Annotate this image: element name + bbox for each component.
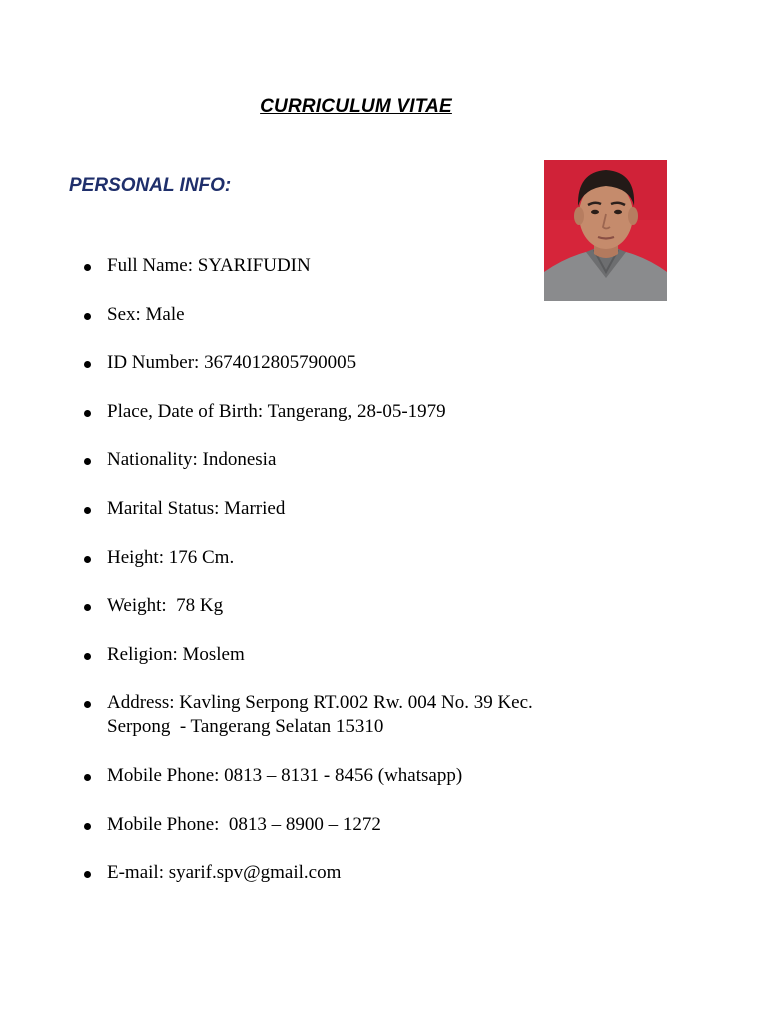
list-item: [0, 351, 620, 375]
list-item-text: Religion: Moslem: [107, 643, 245, 665]
bullet-icon: [84, 458, 91, 465]
bullet-icon: [84, 556, 91, 563]
list-item: [0, 254, 620, 278]
list-item-text: Marital Status: Married: [107, 497, 286, 519]
bullet-icon: [84, 507, 91, 514]
list-item-text: Height: 176 Cm.: [107, 546, 235, 568]
list-item: [0, 813, 620, 837]
bullet-icon: [84, 653, 91, 660]
bullet-icon: [84, 871, 91, 878]
list-item-text: Place, Date of Birth: Tangerang, 28-05-1979: [107, 400, 446, 422]
list-item-text: Nationality: Indonesia: [107, 449, 277, 471]
list-item: [0, 546, 620, 570]
section-heading-personal-info: PERSONAL INFO:: [69, 175, 232, 196]
bullet-icon: [84, 701, 91, 708]
bullet-icon: [84, 410, 91, 417]
document-title: CURRICULUM VITAE: [260, 96, 452, 117]
bullet-icon: [84, 774, 91, 781]
list-item: [0, 861, 620, 885]
list-item: [0, 691, 620, 739]
bullet-icon: [84, 823, 91, 830]
list-item-text: Mobile Phone: 0813 – 8900 – 1272: [107, 813, 381, 835]
list-item-text: Full Name: SYARIFUDIN: [107, 255, 311, 276]
list-item: [0, 497, 620, 521]
list-item: [0, 400, 620, 424]
list-item: [0, 594, 620, 618]
bullet-icon: [84, 264, 91, 271]
list-item: [0, 764, 620, 788]
list-item: [0, 448, 620, 472]
list-item-text: Weight: 78 Kg: [107, 595, 224, 617]
list-item: [0, 303, 620, 327]
bullet-icon: [84, 313, 91, 320]
list-item-text: E-mail: syarif.spv@gmail.com: [107, 862, 342, 884]
list-item-text: Serpong - Tangerang Selatan 15310: [107, 716, 384, 738]
list-item-text: Mobile Phone: 0813 – 8131 - 8456 (whatsapp): [107, 764, 463, 786]
list-item-text: Address: Kavling Serpong RT.002 Rw. 004 No. 39 Kec.: [107, 692, 533, 714]
list-item-text: ID Number: 3674012805790005: [107, 352, 357, 374]
bullet-icon: [84, 604, 91, 611]
list-item: [0, 643, 620, 667]
bullet-icon: [84, 361, 91, 368]
list-item-text: Sex: Male: [107, 303, 185, 325]
personal-info-list: [0, 254, 620, 910]
